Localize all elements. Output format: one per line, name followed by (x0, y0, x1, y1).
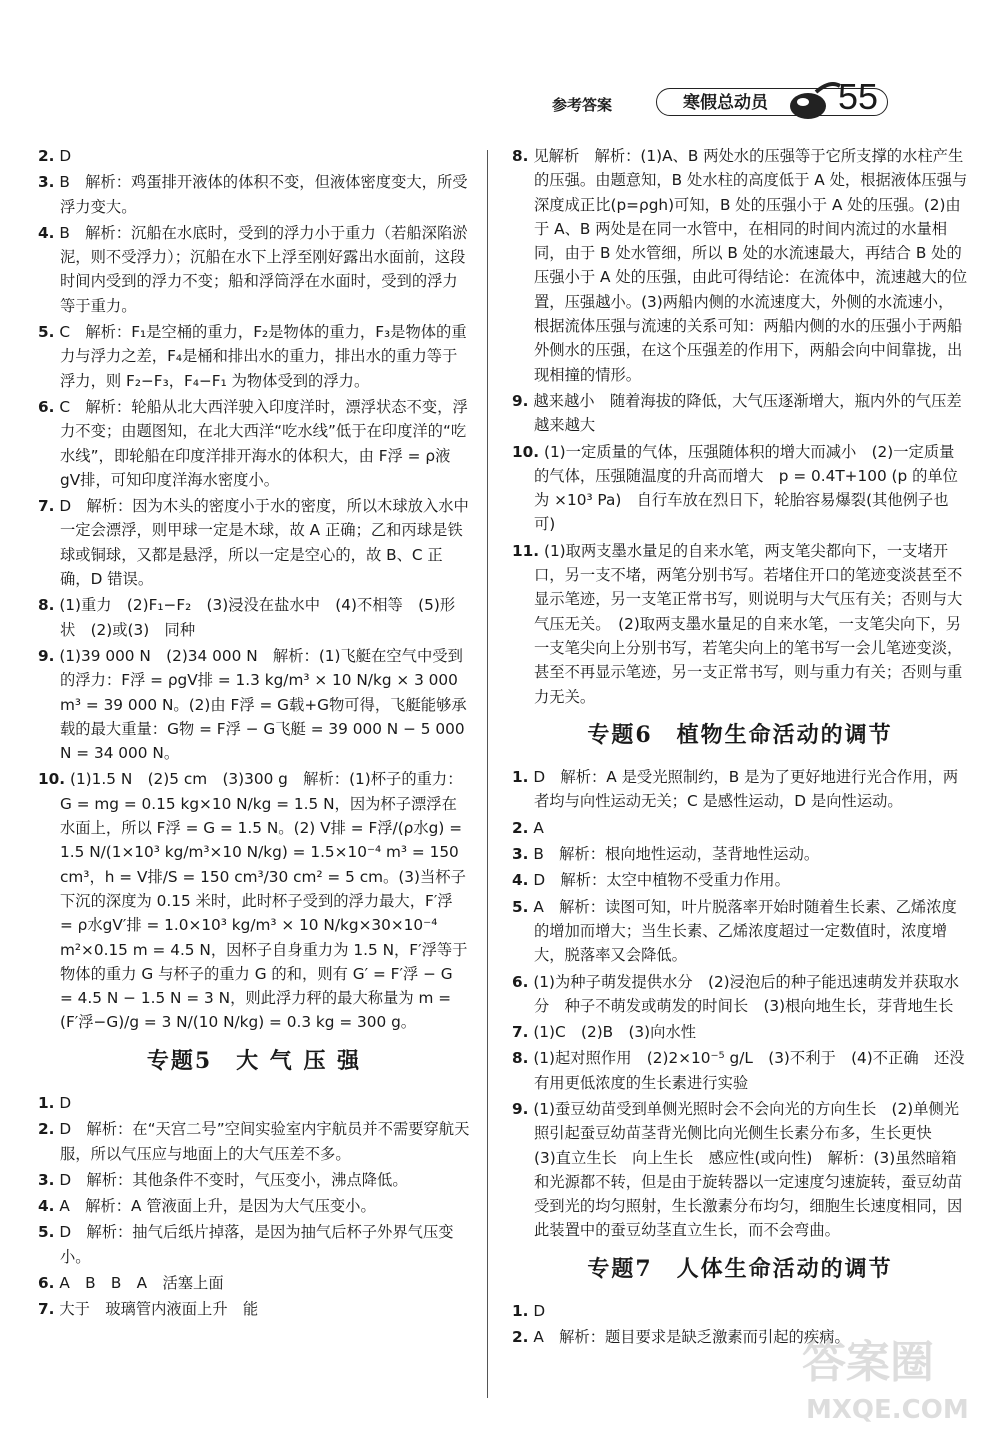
answer-number: 2. (38, 1120, 55, 1139)
answer-number: 5. (38, 323, 55, 342)
answer-text: D 解析：A 是受光照制约，B 是为了更好地进行光合作用，两者均与向性运动无关；C 是感性运动，D 是向性运动。 (533, 768, 959, 811)
answer-number: 6. (38, 397, 55, 416)
answer-text: (1)C (2)B (3)向水性 (533, 1023, 697, 1042)
answer-item (512, 539, 968, 709)
answer-number: 3. (38, 173, 55, 192)
answer-text: (1)1.5 N (2)5 cm (3)300 g 解析：(1)杯子的重力：G = mg = 0.15 kg×10 N/kg = 1.5 N，因为杯子漂浮在水面上，所以 F浮 = G = 1.5 N。(2) V排 = F浮/(ρ水g) = 1.5 N/(1×10³ kg/m³×10 N/kg) = 1.5×10⁻⁴ m³ = 150 cm³，h = V排/S = 150 cm³/30 cm² = 5 cm。(3)当杯子下沉的深度为 0.15 米时，此时杯子受到的浮力最大，F′浮 = ρ水gV′排 = 1.0×10³ kg/m³ × 10 N/kg×30×10⁻⁴ m²×0.15 m = 4.5 N，因杯子自身重力为 1.5 N，F′浮等于物体的重力 G 与杯子的重力 G 的和，则有 G′ = F′浮 − G = 4.5 N − 1.5 N = 3 N，则此浮力秤的最大称量为 m = (F′浮−G)/g = 3 N/(10 N/kg) = 0.3 kg = 300 g。 (60, 770, 468, 1032)
answer-item (38, 221, 470, 318)
answer-text: (1)重力 (2)F₁−F₂ (3)浸没在盐水中 (4)不相等 (5)形状 (2)或(3) 同种 (59, 596, 456, 639)
page-header (538, 76, 940, 122)
answer-text: D 解析：抽气后纸片掉落，是因为抽气后杯子外界气压变小。 (59, 1223, 454, 1266)
answer-text: B 解析：沉船在水底时，受到的浮力小于重力（若船深陷淤泥，则不受浮力）；沉船在水下上浮至刚好露出水面前，这段时间内受到的浮力不变；船和浮筒浮在水面时，受到的浮力等于重力。 (59, 223, 468, 315)
answer-number: 9. (512, 391, 529, 410)
answer-item (38, 395, 470, 492)
answer-text: D 解析：在“天宫二号”空间实验室内宇航员并不需要穿航天服，所以气压应与地面上的大气压差不多。 (59, 1120, 470, 1163)
answer-number: 9. (512, 1099, 529, 1118)
answer-item (512, 1299, 968, 1323)
answer-number: 3. (38, 1170, 55, 1189)
answer-item (512, 765, 968, 814)
watermark-logo (792, 1322, 982, 1432)
answer-item (38, 767, 470, 1034)
answer-number: 4. (38, 1197, 55, 1216)
section-title-5: 专题5 大 气 压 强 (146, 1047, 362, 1074)
answer-item (38, 1168, 470, 1192)
answer-text: (1)39 000 N (2)34 000 N 解析：(1)飞艇在空气中受到的浮力：F浮 = ρgV排 = 1.3 kg/m³ × 10 N/kg × 3 000 m³ = 39 000 N。(2)由 F浮 = G载+G物可得，飞艇能够承载的最大重量：G物 = F浮 − G飞艇 = 39 000 N − 5 000 N = 34 000 N。 (59, 646, 470, 763)
section-title-7: 专题7 人体生命活动的调节 (587, 1255, 893, 1282)
header-label: 参考答案 (552, 96, 613, 114)
answer-item (38, 320, 470, 393)
answer-item (512, 1046, 968, 1095)
answer-text: A B B A 活塞上面 (59, 1274, 224, 1293)
answer-item (512, 440, 968, 537)
watermark-text: 答案圈 (802, 1337, 934, 1388)
answer-text: (1)一定质量的气体，压强随体积的增大而减小 (2)一定质量的气体，压强随温度的升高而增大 p = 0.4T+100 (p 的单位为 ×10³ Pa) 自行车放在烈日下，轮胎容易爆裂(其他例子也可) (534, 442, 958, 534)
answer-item (512, 895, 968, 968)
answer-item (512, 868, 968, 892)
answer-number: 1. (38, 1093, 55, 1112)
right-column (512, 144, 968, 1352)
answer-text: C 解析：轮船从北大西洋驶入印度洋时，漂浮状态不变，浮力不变；由题图知，在北大西洋“吃水线”低于在印度洋的“吃水线”，即轮船在印度洋排开海水的体积大，由 F浮 = ρ液gV排，可知印度洋海水密度小。 (59, 397, 468, 489)
answer-number: 9. (38, 646, 55, 665)
answer-text: (1)起对照作用 (2)2×10⁻⁵ g/L (3)不利于 (4)不正确 还没有用更低浓度的生长素进行实验 (533, 1049, 965, 1092)
answer-item (512, 816, 968, 840)
answer-item (38, 1194, 470, 1218)
answer-text: A (533, 818, 544, 837)
answer-text: C 解析：F₁是空桶的重力，F₂是物体的重力，F₃是物体的重力与浮力之差，F₄是桶和排出水的重力，排出水的重力等于浮力，则 F₂−F₃，F₄−F₁ 为物体受到的浮力。 (59, 323, 467, 390)
watermark-url: MXQE.COM (806, 1395, 969, 1425)
answer-item (38, 1091, 470, 1115)
answer-number: 2. (512, 818, 529, 837)
answer-text: D 解析：其他条件不变时，气压变小，沸点降低。 (59, 1170, 408, 1189)
answer-item (512, 389, 968, 438)
answer-item (38, 593, 470, 642)
answer-text: D 解析：因为木头的密度小于水的密度，所以木球放入水中一定会漂浮，则甲球一定是木球，故 A 正确；乙和丙球是铁球或铜球，又都是悬浮，所以一定是空心的，故 B、C 正确，D 错误。 (59, 497, 469, 589)
answer-item (38, 144, 470, 168)
answer-text: D (533, 1302, 546, 1321)
answer-item (38, 1117, 470, 1166)
answer-number: 6. (38, 1274, 55, 1293)
answer-number: 5. (512, 897, 529, 916)
answer-number: 6. (512, 972, 529, 991)
answer-number: 8. (38, 596, 55, 615)
answer-text: B 解析：鸡蛋排开液体的体积不变，但液体密度变大，所受浮力变大。 (59, 173, 468, 216)
answer-number: 1. (512, 768, 529, 787)
answer-number: 10. (38, 770, 66, 789)
answer-item (38, 1220, 470, 1269)
answer-number: 5. (38, 1223, 55, 1242)
answer-text: (1)取两支墨水量足的自来水笔，两支笔尖都向下，一支堵开口，另一支不堵，两笔分别书写。若堵住开口的笔迹变淡甚至不显示笔迹，另一支笔正常书写，则说明与大气压有关；否则与大气压无关。 (2)取两支墨水量足的自来水笔，一支笔尖向下，另一支笔尖向上分别书写，若笔尖向上的笔书写一会儿笔迹变淡，甚至不再显示笔迹，另一支正常书写，则与重力有关；否则与重力无关。 (534, 541, 963, 706)
answer-text: 见解析 解析：(1)A、B 两处水的压强等于它所支撑的水柱产生的压强。由题意知，B 处水柱的高度低于 A 处，根据液体压强与深度成正比(p=ρgh)可知，B 处的压强小于 A 处的压强。(2)由于 A、B 两处是在同一水管中，在相同的时间内流过的水量相同，由于 B 处水管细，所以 B 处的水流速最大，再结合 B 处的压强小于 A 处的压强，由此可得结论：在流体中，流速越大的位置，压强越小。(3)两船内侧的水流速度大，外侧的水流速小，根据流体压强与流速的关系可知：两船内侧的水的压强小于两船外侧水的压强，在这个压强差的作用下，两船会向中间靠拢，出现相撞的情形。 (533, 147, 968, 384)
header-pill-text: 寒假总动员 (683, 93, 768, 113)
answer-text: A 解析：读图可知，叶片脱落率开始时随着生长素、乙烯浓度的增加而增大；当生长素、乙烯浓度超过一定数值时，浓度增大，脱落率又会降低。 (533, 897, 957, 965)
section-title-6: 专题6 植物生命活动的调节 (587, 721, 893, 748)
answer-number: 8. (512, 1049, 529, 1068)
answer-item (512, 1097, 968, 1243)
answer-item (512, 970, 968, 1019)
answer-number: 7. (512, 1023, 529, 1042)
answer-item (38, 644, 470, 765)
answer-number: 2. (512, 1328, 529, 1347)
answer-number: 7. (38, 497, 55, 516)
answer-text: (1)蚕豆幼苗受到单侧光照时会不会向光的方向生长 (2)单侧光照引起蚕豆幼苗茎背光侧比向光侧生长素分布多，生长更快 (3)直立生长 向上生长 感应性(或向性) 解析：(3)虽然暗箱和光源都不转，但是由于旋转器以一定速度匀速旋转，蚕豆幼苗受到光的均匀照射，生长激素分布均匀，细胞生长速度相同，因此装置中的蚕豆幼茎直立生长，而不会弯曲。 (533, 1099, 963, 1240)
answer-number: 8. (512, 147, 529, 165)
answer-text: D (59, 147, 72, 165)
answer-text: B 解析：根向地性运动，茎背地性运动。 (533, 845, 820, 864)
mascot-icon (786, 78, 842, 122)
answer-number: 1. (512, 1302, 529, 1321)
answer-number: 7. (38, 1300, 55, 1319)
answer-text: A 解析：A 管液面上升，是因为大气压变小。 (59, 1197, 376, 1216)
answer-item (512, 144, 968, 387)
column-divider (487, 150, 488, 1398)
answer-text: A 解析：题目要求是缺乏激素而引起的疾病。 (533, 1328, 850, 1347)
answer-number: 4. (38, 223, 55, 242)
answer-text: 越来越小 随着海拔的降低，大气压逐渐增大，瓶内外的气压差越来越大 (533, 391, 962, 435)
answer-item (38, 494, 470, 591)
answer-text: D 解析：太空中植物不受重力作用。 (533, 871, 790, 890)
answer-number: 10. (512, 442, 540, 461)
answer-number: 2. (38, 147, 55, 165)
answer-number: 11. (512, 541, 540, 560)
answer-text: 大于 玻璃管内液面上升 能 (59, 1300, 259, 1319)
answer-item (512, 1020, 968, 1044)
answer-text: D (59, 1093, 72, 1112)
page-number: 55 (838, 76, 879, 117)
answer-number: 3. (512, 845, 529, 864)
left-column (38, 144, 470, 1324)
answer-text: (1)为种子萌发提供水分 (2)浸泡后的种子能迅速萌发并获取水分 种子不萌发或萌发的时间长 (3)根向地生长，芽背地生长 (533, 972, 960, 1015)
answer-item (38, 170, 470, 219)
answer-item (38, 1271, 470, 1295)
answer-item (38, 1297, 470, 1321)
answer-number: 4. (512, 871, 529, 890)
answer-item (512, 842, 968, 866)
